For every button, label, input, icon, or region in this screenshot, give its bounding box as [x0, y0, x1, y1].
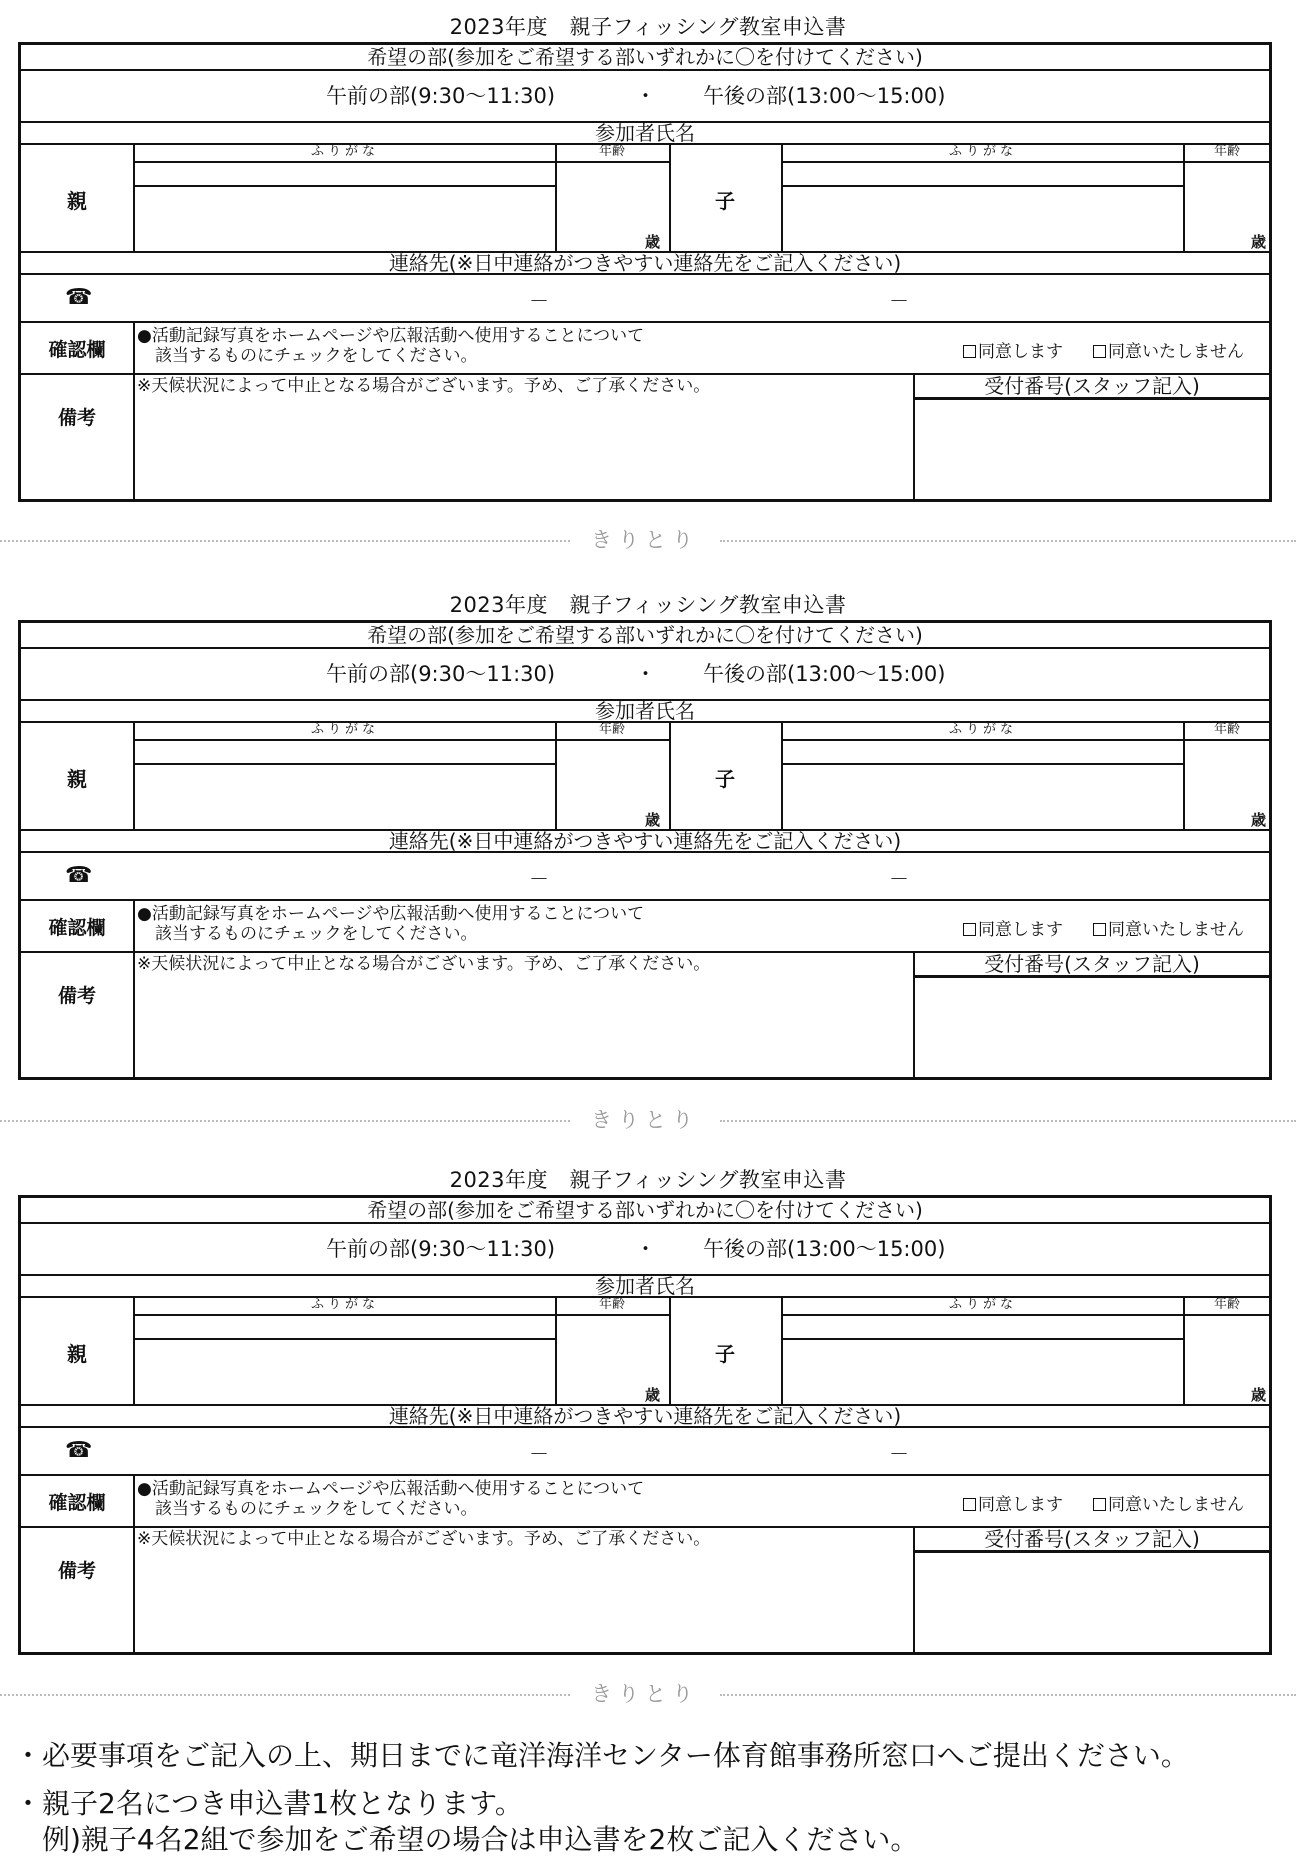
confirm-label: 確認欄 [48, 339, 106, 361]
reception-number-input [915, 979, 1269, 1077]
session-separator: ・ [635, 662, 656, 686]
parent-age-unit: 歳 [645, 233, 661, 251]
cut-line-3 [0, 1682, 1296, 1706]
reception-label: 受付番号(スタッフ記入) [984, 952, 1200, 976]
child-furigana-input[interactable] [783, 163, 1181, 185]
disagree-checkbox[interactable] [1093, 923, 1106, 936]
remarks-text: ※天候状況によって中止となる場合がございます。予め、ご了承ください。 [137, 1529, 711, 1549]
session-header: 希望の部(参加をご希望する部いずれかに〇を付けてください) [367, 623, 923, 647]
session-options [21, 71, 1269, 121]
agree-option[interactable]: 同意します [963, 915, 1063, 940]
parent-age-label: 年齢 [598, 722, 625, 737]
footnote-example: 例)親子4名2組で参加をご希望の場合は申込書を2枚ご記入ください。 [14, 1823, 919, 1856]
child-furigana-label: ふりがな [948, 1297, 1017, 1312]
child-furigana-input[interactable] [783, 1316, 1181, 1338]
cut-label: きりとり [591, 1682, 699, 1706]
remarks-label: 備考 [57, 985, 96, 1007]
child-name-input[interactable] [783, 1340, 1181, 1402]
session-afternoon[interactable]: 午後の部(13:00～15:00) [703, 84, 946, 108]
application-form-2 [0, 590, 1296, 1090]
session-morning[interactable]: 午前の部(9:30～11:30) [326, 1237, 556, 1261]
phone-icon: ☎ [65, 1438, 93, 1463]
parent-age-label: 年齢 [598, 1297, 625, 1312]
session-options [21, 649, 1269, 699]
session-header: 希望の部(参加をご希望する部いずれかに〇を付けてください) [367, 45, 923, 69]
participant-header: 参加者氏名 [595, 121, 695, 145]
disagree-option[interactable]: 同意いたしません [1093, 337, 1244, 362]
confirm-text-2: 該当するものにチェックをしてください。 [155, 924, 478, 944]
phone-dash-2: － [889, 1442, 909, 1466]
child-age-unit: 歳 [1251, 811, 1267, 829]
remarks-input[interactable] [135, 977, 913, 1077]
form-title: 2023年度 親子フィッシング教室申込書 [449, 1168, 847, 1192]
agree-option[interactable]: 同意します [963, 337, 1063, 362]
confirm-label: 確認欄 [48, 1492, 106, 1514]
parent-age-label: 年齢 [598, 144, 625, 159]
session-options [21, 1224, 1269, 1274]
child-age-label: 年齢 [1213, 722, 1240, 737]
parent-furigana-label: ふりがな [310, 722, 379, 737]
child-name-input[interactable] [783, 765, 1181, 827]
session-morning[interactable]: 午前の部(9:30～11:30) [326, 84, 556, 108]
cut-label: きりとり [591, 528, 699, 552]
remarks-label: 備考 [57, 1560, 96, 1582]
parent-furigana-label: ふりがな [310, 144, 379, 159]
parent-name-input[interactable] [135, 1340, 553, 1402]
disagree-checkbox[interactable] [1093, 1498, 1106, 1511]
disagree-option[interactable]: 同意いたしません [1093, 1490, 1244, 1515]
cut-line-2 [0, 1108, 1296, 1132]
child-age-label: 年齢 [1213, 144, 1240, 159]
application-form-3 [0, 1165, 1296, 1665]
phone-icon: ☎ [65, 863, 93, 888]
confirm-label: 確認欄 [48, 917, 106, 939]
confirm-text-2: 該当するものにチェックをしてください。 [155, 346, 478, 366]
parent-name-input[interactable] [135, 765, 553, 827]
child-furigana-label: ふりがな [948, 144, 1017, 159]
disagree-option[interactable]: 同意いたしません [1093, 915, 1244, 940]
participant-header: 参加者氏名 [595, 1274, 695, 1298]
form-table [18, 42, 1272, 502]
contact-header: 連絡先(※日中連絡がつきやすい連絡先をご記入ください) [388, 1404, 902, 1428]
parent-age-unit: 歳 [645, 1386, 661, 1404]
session-separator: ・ [635, 1237, 656, 1261]
agree-checkbox[interactable] [963, 345, 976, 358]
child-label: 子 [715, 1342, 735, 1366]
disagree-checkbox[interactable] [1093, 345, 1106, 358]
form-table [18, 620, 1272, 1080]
remarks-label: 備考 [57, 407, 96, 429]
form-table [18, 1195, 1272, 1655]
application-form-1 [0, 12, 1296, 512]
child-age-unit: 歳 [1251, 233, 1267, 251]
footnote-submission: ・必要事項をご記入の上、期日までに竜洋海洋センター体育館事務所窓口へご提出ください。 [14, 1739, 1189, 1772]
agree-option[interactable]: 同意します [963, 1490, 1063, 1515]
parent-label: 親 [67, 767, 87, 791]
phone-row[interactable] [21, 1428, 1269, 1474]
phone-row[interactable] [21, 853, 1269, 899]
confirm-text-1: ●活動記録写真をホームページや広報活動へ使用することについて [137, 904, 645, 924]
contact-header: 連絡先(※日中連絡がつきやすい連絡先をご記入ください) [388, 251, 902, 275]
reception-number-input [915, 1554, 1269, 1652]
child-age-label: 年齢 [1213, 1297, 1240, 1312]
session-morning[interactable]: 午前の部(9:30～11:30) [326, 662, 556, 686]
child-furigana-label: ふりがな [948, 722, 1017, 737]
session-afternoon[interactable]: 午後の部(13:00～15:00) [703, 662, 946, 686]
contact-header: 連絡先(※日中連絡がつきやすい連絡先をご記入ください) [388, 829, 902, 853]
child-name-input[interactable] [783, 187, 1181, 249]
remarks-input[interactable] [135, 1552, 913, 1652]
phone-dash-1: － [529, 1442, 549, 1466]
phone-icon: ☎ [65, 285, 93, 310]
phone-dash-1: － [529, 867, 549, 891]
cut-label: きりとり [591, 1108, 699, 1132]
confirm-text-2: 該当するものにチェックをしてください。 [155, 1499, 478, 1519]
reception-label: 受付番号(スタッフ記入) [984, 1527, 1200, 1551]
parent-furigana-input[interactable] [135, 163, 553, 185]
footnote-per-form: ・親子2名につき申込書1枚となります。 [14, 1787, 523, 1820]
agree-checkbox[interactable] [963, 923, 976, 936]
parent-furigana-input[interactable] [135, 741, 553, 763]
confirm-text-1: ●活動記録写真をホームページや広報活動へ使用することについて [137, 1479, 645, 1499]
reception-label: 受付番号(スタッフ記入) [984, 374, 1200, 398]
remarks-text: ※天候状況によって中止となる場合がございます。予め、ご了承ください。 [137, 376, 711, 396]
parent-furigana-label: ふりがな [310, 1297, 379, 1312]
parent-age-unit: 歳 [645, 811, 661, 829]
phone-row[interactable] [21, 275, 1269, 321]
reception-number-input [915, 401, 1269, 499]
cut-line-1 [0, 528, 1296, 552]
phone-dash-1: － [529, 289, 549, 313]
phone-dash-2: － [889, 289, 909, 313]
form-title: 2023年度 親子フィッシング教室申込書 [449, 15, 847, 39]
remarks-input[interactable] [135, 399, 913, 499]
child-label: 子 [715, 767, 735, 791]
form-title: 2023年度 親子フィッシング教室申込書 [449, 593, 847, 617]
parent-label: 親 [67, 189, 87, 213]
session-header: 希望の部(参加をご希望する部いずれかに〇を付けてください) [367, 1198, 923, 1222]
parent-label: 親 [67, 1342, 87, 1366]
participant-header: 参加者氏名 [595, 699, 695, 723]
confirm-text-1: ●活動記録写真をホームページや広報活動へ使用することについて [137, 326, 645, 346]
agree-checkbox[interactable] [963, 1498, 976, 1511]
parent-furigana-input[interactable] [135, 1316, 553, 1338]
remarks-text: ※天候状況によって中止となる場合がございます。予め、ご了承ください。 [137, 954, 711, 974]
child-furigana-input[interactable] [783, 741, 1181, 763]
phone-dash-2: － [889, 867, 909, 891]
parent-name-input[interactable] [135, 187, 553, 249]
session-separator: ・ [635, 84, 656, 108]
child-age-unit: 歳 [1251, 1386, 1267, 1404]
session-afternoon[interactable]: 午後の部(13:00～15:00) [703, 1237, 946, 1261]
child-label: 子 [715, 189, 735, 213]
